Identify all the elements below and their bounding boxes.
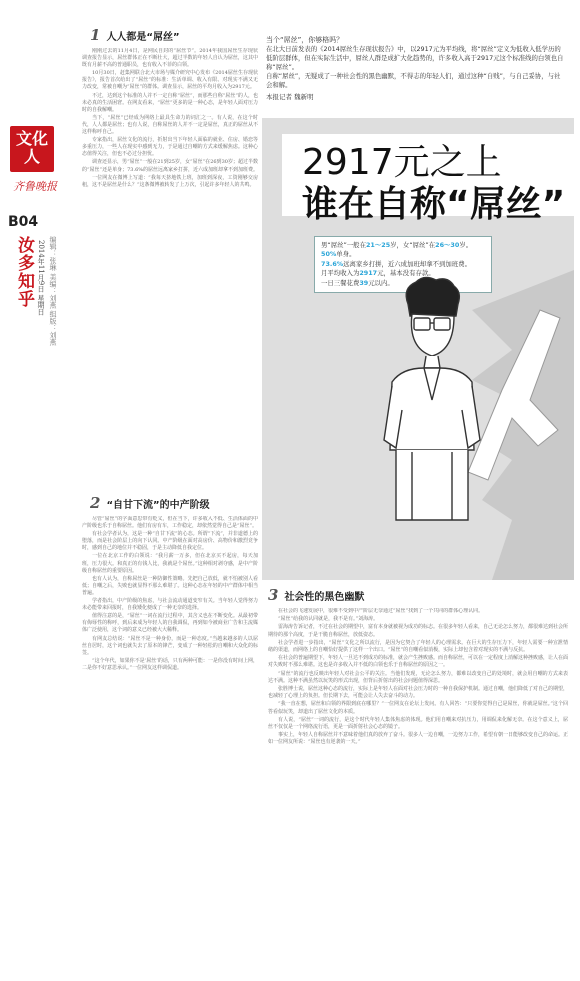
paragraph: 刚刚过去的11月4日，是网民自封的“屌丝节”。2014年我国屌丝生存现状调查报告显示，屌丝群体正在不断壮大，超过半数的年轻人自认为屌丝，这其中既有月薪不高的普通职员，也有收入不菲的白领。 (82, 48, 258, 69)
stat-highlight: 2917 (359, 269, 378, 278)
stat-text: 元，基本没有存款。 (377, 269, 435, 278)
stat-text: 月平均收入为 (321, 269, 360, 278)
paragraph: 10月30日，赶集网联合北大市场与媒介研究中心发布《2014屌丝生存现状报告》，报告首次给出了“屌丝”的标准：生活单调、收入有限、对现实不满又无力改变，常被自嘲为“屌丝”的群体。调查显示，屌丝的平均月收入为2917元。 (82, 70, 258, 91)
stat-highlight: 26～30 (435, 241, 460, 249)
stat-text: 远离家乡打拼，近六成加班却拿不到加班费。 (343, 259, 471, 268)
paragraph: “这个年代，如果你不是‘屌丝’的话，只有两种可能：一是你没有时间上网，二是你不好意思承认。”一位网友这样调侃道。 (82, 657, 258, 671)
headline-line-2: 谁在自称“屌丝” (302, 184, 566, 225)
paragraph: 有人说，“屌丝”一词的流行，是这个时代年轻人集体焦虑的体现。他们用自嘲来对抗压力，用调侃来化解无奈。在这个意义上，屌丝不仅仅是一个网络流行语，更是一面折射社会心态的镜子。 (268, 716, 568, 731)
editor-credits: 编辑：张琳 美编：刘燕 组版：刘燕 (49, 236, 57, 346)
stat-text: 一日三餐花费 (321, 278, 360, 287)
intro-question: 当个“屌丝”，你够格吗？ (266, 36, 344, 44)
illustration-young-man-with-yen (362, 270, 574, 580)
stat-single (321, 250, 485, 259)
stat-highlight: 50% (321, 250, 337, 259)
stat-highlight: 39 (359, 278, 369, 287)
newspaper-name: 齐鲁晚报 (13, 180, 57, 193)
stat-away-from-home (321, 260, 485, 269)
paragraph: 有社会学者认为，这是一种“自甘下流”的心态。所谓“下流”，并非道德上的堕落，而是社会阶层上的向下认同。中产阶级在面对高房价、高物价和激烈竞争时，感到自己的地位并不稳固，于是主动降低自我定位。 (82, 531, 258, 552)
section-1-body (82, 48, 258, 494)
paragraph: 一位在北京工作的白领说：“我月薪一万多，但在北京买不起房，每天加班，压力很大。和真正的有钱人比，我就是个屌丝。”这种相对剥夺感，是中产阶级自称屌丝的重要原因。 (82, 553, 258, 574)
paragraph: 专家指出，屌丝文化的流行，折射出当下年轻人面临的就业、住房、婚恋等多重压力，一些人在现实中感到无力，于是通过自嘲的方式来缓解焦虑。这种心态值得关注，但也不必过分担忧。 (82, 137, 258, 158)
section-brand-badge: 文化人 (10, 126, 54, 172)
section-1-number: 1 (90, 26, 101, 44)
intro-paragraph: 自称“屌丝”，无疑成了一种社会性的黑色幽默，不得志的年轻人们，通过这种“自贱”，与自己妥协，与社会和解。 (266, 72, 561, 89)
section-3-number: 3 (268, 586, 279, 604)
section-2 (82, 494, 258, 972)
reporter-byline: 本报记者 魏新明 (266, 93, 314, 101)
paragraph: 尽管“屌丝”的字面意思带有贬义，但在当下，许多收入不低、生活体面的中产阶级也乐于自称屌丝。他们有房有车，工作稳定，却依然觉得自己是“屌丝”。 (82, 516, 258, 530)
paragraph: 一位网友在微博上写道：“我每天挤地铁上班，加班到深夜，工资刚够交房租，这不是屌丝是什么？”这条微博被转发了上万次，引起许多年轻人的共鸣。 (82, 174, 258, 188)
page-sidebar (0, 0, 70, 981)
paragraph: 事实上，年轻人自称屌丝并不意味着他们真的放弃了奋斗。很多人一边自嘲，一边努力工作，希望有朝一日能够改变自己的命运。正如一位网友所说：“屌丝也有逆袭的一天。” (268, 732, 568, 746)
stat-text: 单身。 (336, 250, 356, 259)
paragraph: 社会学者进一步指出，“屌丝”文化之所以流行，是因为它契合了年轻人的心理需求。在巨大的生存压力下，年轻人需要一种宣泄情绪的渠道，而网络上的自嘲恰好提供了这样一个出口。“屌丝”的自嘲看似消极，实际上却包含着对现实的不满与反抗。 (268, 639, 568, 654)
right-feature-column (262, 0, 574, 981)
paragraph: 当下，“屌丝”已经成为网络上最具生命力的词汇之一。有人说，在这个时代，人人都是屌丝；也有人说，自称屌丝的人并不一定是屌丝，真正的屌丝从不这样称呼自己。 (82, 114, 258, 136)
paragraph: 在社会的普遍期望下，年轻人一旦达不到成功的标准，就会产生挫败感。而自称屌丝，可以在一定程度上消解这种挫败感，让人在面对失败时不那么难堪。这也是许多收入并不低的白领也乐于自称屌丝的原因之一。 (268, 655, 568, 669)
stat-highlight: 21～25 (365, 241, 391, 249)
paragraph: 学者指出，中产阶级的焦虑，与社会流动通道变窄有关。当年轻人觉得努力未必能带来回报时，自我矮化便成了一种无奈的选择。 (82, 598, 258, 612)
paragraph: 雷海涛告诉记者，不过在社会的期望中，富有本身就被视为成功的标志。在很多年轻人看来，自己无论怎么努力，都很难达到社会所期待的那个高度，于是干脆自称屌丝，放低姿态。 (268, 624, 568, 638)
article-intro (266, 36, 566, 102)
section-3-body (268, 608, 568, 968)
section-1 (82, 26, 258, 494)
stat-text: 岁。 (459, 241, 473, 249)
stat-text: 元以内。 (368, 278, 394, 287)
paragraph: 也有人认为，自称屌丝是一种防御性策略。先把自己放低，就不怕被别人看低；自嘲之后，失败也就显得不那么难堪了。这种心态在年轻的中产群体中相当普遍。 (82, 575, 258, 596)
headline-line-1: 2917元之上 (302, 142, 502, 183)
section-2-heading (90, 494, 258, 512)
page-number: B04 (8, 214, 39, 230)
section-2-body (82, 516, 258, 972)
issue-date: 2014年11月9日 星期日 (37, 240, 45, 316)
paragraph: 不过，达到这个标准的人并不一定自称“屌丝”，而那些自称“屌丝”的人，也未必真的生活困窘。在网友看来，“屌丝”更多的是一种心态，是年轻人面对压力时的自我解嘲。 (82, 92, 258, 113)
main-headline (302, 142, 572, 226)
paragraph: 调查还显示，男“屌丝”一般在21到25岁，女“屌丝”在26到30岁；超过半数的“屌丝”还是单身；73.6%的屌丝远离家乡打拼，近六成加班却拿不到加班费。 (82, 159, 258, 173)
paragraph: “屌丝”给我的认同就是，我不是有。”刘海涛。 (278, 616, 379, 623)
stat-text: 男“屌丝”一般在 (321, 241, 366, 249)
section-1-title: 人人都是“屌丝” (106, 32, 180, 43)
paragraph: 在社会的飞速发展中，很难不受到中产阶层无奈通过“屌丝”找到了一个共同的群体心理认同。 (278, 608, 484, 614)
column-name: 汝多知乎 (14, 236, 34, 308)
intro-paragraph: 在北大日前发表的《2014屌丝生存现状报告》中，以2917元为平均线，将“屌丝”定义为低收入低学历的低阶层群体，但在实际生活中，屌丝人群是成扩大化趋势的，许多收入高于2917元这个标准线的白领也自称“屌丝”。 (266, 45, 564, 71)
section-2-number: 2 (90, 494, 101, 512)
stat-highlight: 73.6% (321, 259, 344, 268)
left-article-column (82, 0, 258, 981)
stat-text: 岁，女“屌丝”在 (390, 241, 436, 249)
section-3 (268, 586, 568, 968)
paragraph: 有网友总结说：“屌丝不是一种身份，而是一种态度。”当越来越多的人以屌丝自居时，这个词也就失去了原本的锋芒，变成了一种轻松的自嘲和大众化的标签。 (82, 635, 258, 656)
paragraph: “屌丝”的流行也反映出年轻人对社会公平的关注。当他们发现，无论怎么努力，都难以改变自己的处境时，就会用自嘲的方式来表达不满。这种不满虽然以玩笑的形式出现，但背后折射出的社会问题值得深思。 (268, 670, 568, 684)
paragraph: 值得注意的是，“屌丝”一词在流行过程中，其含义也在不断变化。从最初带有侮辱性的称呼，到后来成为年轻人的自我调侃，再到如今被商业广告和主流媒体广泛使用，这个词的意义已经被大大稀释。 (82, 613, 258, 634)
section-3-title: 社会性的黑色幽默 (284, 592, 365, 603)
section-3-heading (268, 586, 568, 604)
paragraph: “我一直在想，屌丝和白领的界限到底在哪里？”一位网友在论坛上发问。有人回答：“只要你觉得自己是屌丝，你就是屌丝。”这个回答看似玩笑，却道出了屌丝文化的本质。 (268, 701, 568, 715)
paragraph: 张胜博士说，屌丝这种心态的流行，实际上是年轻人在面对社会压力时的一种自我保护机制。通过自嘲，他们降低了对自己的期望，也减轻了心理上的负担。但长期下去，可能会让人失去奋斗的动力。 (268, 686, 568, 700)
section-2-title: “自甘下流”的中产阶级 (106, 500, 210, 511)
section-1-heading (90, 26, 258, 44)
stat-age (321, 241, 485, 250)
